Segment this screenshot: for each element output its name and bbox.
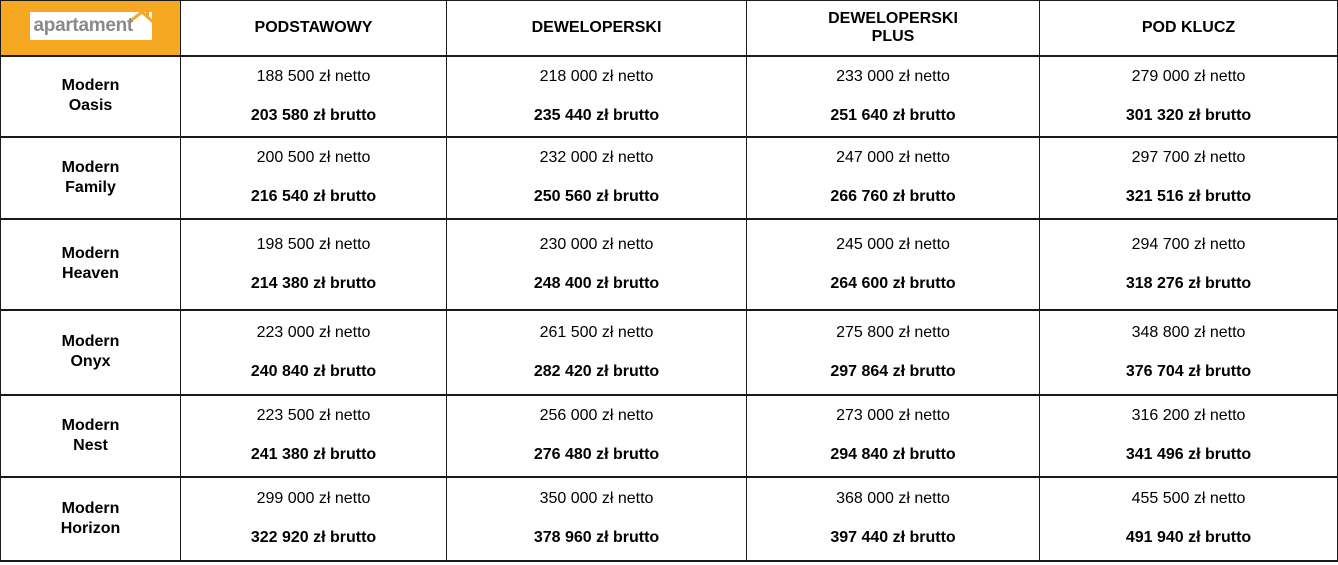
brutto-price: 266 760 zł brutto (830, 188, 956, 205)
brutto-price: 378 960 zł brutto (533, 529, 660, 546)
brutto-price: 241 380 zł brutto (250, 446, 377, 463)
netto-price: 198 500 zł netto (256, 235, 371, 253)
column-header-label: DEWELOPERSKI (828, 9, 958, 27)
price-cell (1040, 395, 1338, 477)
price-cell (181, 477, 447, 561)
brutto-price: 322 920 zł brutto (250, 529, 377, 546)
row-header (1, 56, 181, 137)
price-cell (1040, 310, 1338, 395)
column-header-label: PODSTAWOWY (254, 18, 373, 36)
row-header-line2: Horizon (60, 519, 121, 537)
table-row (1, 477, 1338, 561)
table-row (1, 310, 1338, 395)
table-row (1, 219, 1338, 310)
netto-price: 233 000 zł netto (836, 67, 950, 85)
price-cell (1040, 477, 1338, 561)
price-cell (747, 137, 1040, 219)
price-cell (747, 56, 1040, 137)
row-header (1, 219, 181, 310)
netto-price: 294 700 zł netto (1131, 235, 1246, 253)
price-cell (181, 395, 447, 477)
price-cell (1040, 219, 1338, 310)
row-header-line2: Heaven (62, 265, 119, 282)
netto-price: 223 500 zł netto (256, 407, 371, 424)
logo-cell (1, 1, 181, 56)
row-header-line2: Family (65, 178, 116, 196)
brutto-price: 203 580 zł brutto (250, 106, 377, 124)
netto-price: 348 800 zł netto (1131, 323, 1246, 341)
header-row (1, 1, 1338, 56)
column-header-deweloperski-plus (747, 1, 1040, 56)
netto-price: 256 000 zł netto (539, 407, 654, 424)
column-header-label: POD KLUCZ (1141, 18, 1236, 36)
price-cell (181, 56, 447, 137)
netto-price: 261 500 zł netto (539, 323, 654, 341)
brutto-price: 248 400 zł brutto (533, 274, 660, 292)
logo-text: apartament (33, 15, 133, 37)
brutto-price: 235 440 zł brutto (533, 106, 660, 124)
column-header-pod-klucz (1040, 1, 1338, 56)
column-header-podstawowy (181, 1, 447, 56)
row-header (1, 310, 181, 395)
price-cell (447, 137, 747, 219)
row-header-line1: Modern (61, 333, 120, 350)
brutto-price: 251 640 zł brutto (830, 106, 956, 124)
netto-price: 299 000 zł netto (256, 490, 371, 507)
netto-price: 200 500 zł netto (256, 149, 371, 166)
column-header-label: DEWELOPERSKI (531, 18, 662, 36)
row-header-line2: Nest (73, 436, 108, 454)
row-header-line1: Modern (61, 245, 120, 262)
brutto-price: 301 320 zł brutto (1125, 106, 1252, 124)
price-cell (1040, 56, 1338, 137)
brutto-price: 397 440 zł brutto (830, 529, 956, 546)
netto-price: 368 000 zł netto (836, 490, 950, 507)
netto-price: 245 000 zł netto (836, 235, 950, 253)
netto-price: 223 000 zł netto (256, 323, 371, 341)
netto-price: 455 500 zł netto (1131, 490, 1246, 507)
netto-price: 279 000 zł netto (1131, 67, 1246, 85)
row-header (1, 477, 181, 561)
price-cell (447, 219, 747, 310)
brutto-price: 294 840 zł brutto (830, 446, 956, 463)
table-row (1, 56, 1338, 137)
netto-price: 350 000 zł netto (539, 490, 654, 507)
brutto-price: 276 480 zł brutto (533, 446, 660, 463)
netto-price: 230 000 zł netto (539, 235, 654, 253)
table-row (1, 395, 1338, 477)
netto-price: 188 500 zł netto (256, 67, 371, 85)
price-cell (447, 477, 747, 561)
netto-price: 247 000 zł netto (836, 149, 950, 166)
apartament-logo (30, 12, 152, 40)
brutto-price: 376 704 zł brutto (1125, 362, 1252, 380)
brutto-price: 321 516 zł brutto (1125, 188, 1252, 205)
row-header-line1: Modern (61, 77, 120, 94)
brutto-price: 216 540 zł brutto (250, 188, 377, 205)
netto-price: 232 000 zł netto (539, 149, 654, 166)
brutto-price: 240 840 zł brutto (250, 362, 377, 380)
price-cell (747, 219, 1040, 310)
price-cell (747, 477, 1040, 561)
price-cell (447, 310, 747, 395)
row-header-line1: Modern (61, 158, 120, 176)
row-header-line2: Onyx (70, 353, 111, 370)
column-header-deweloperski (447, 1, 747, 56)
price-cell (181, 310, 447, 395)
row-header-line1: Modern (61, 416, 120, 434)
price-cell (747, 310, 1040, 395)
brutto-price: 214 380 zł brutto (250, 274, 377, 292)
netto-price: 316 200 zł netto (1131, 407, 1246, 424)
price-cell (181, 137, 447, 219)
price-cell (181, 219, 447, 310)
netto-price: 275 800 zł netto (836, 323, 950, 341)
price-cell (447, 56, 747, 137)
column-header-label-line2: PLUS (871, 27, 915, 45)
brutto-price: 250 560 zł brutto (533, 188, 660, 205)
price-cell (1040, 137, 1338, 219)
brutto-price: 264 600 zł brutto (830, 274, 956, 292)
brutto-price: 297 864 zł brutto (830, 362, 956, 380)
table-row (1, 137, 1338, 219)
row-header (1, 395, 181, 477)
netto-price: 297 700 zł netto (1131, 149, 1246, 166)
brutto-price: 491 940 zł brutto (1125, 529, 1252, 546)
row-header (1, 137, 181, 219)
brutto-price: 341 496 zł brutto (1125, 446, 1252, 463)
brutto-price: 318 276 zł brutto (1125, 274, 1252, 292)
netto-price: 218 000 zł netto (539, 67, 654, 85)
netto-price: 273 000 zł netto (836, 407, 950, 424)
row-header-line2: Oasis (68, 97, 113, 114)
price-cell (747, 395, 1040, 477)
price-cell (447, 395, 747, 477)
brutto-price: 282 420 zł brutto (533, 362, 660, 380)
row-header-line1: Modern (61, 499, 120, 517)
